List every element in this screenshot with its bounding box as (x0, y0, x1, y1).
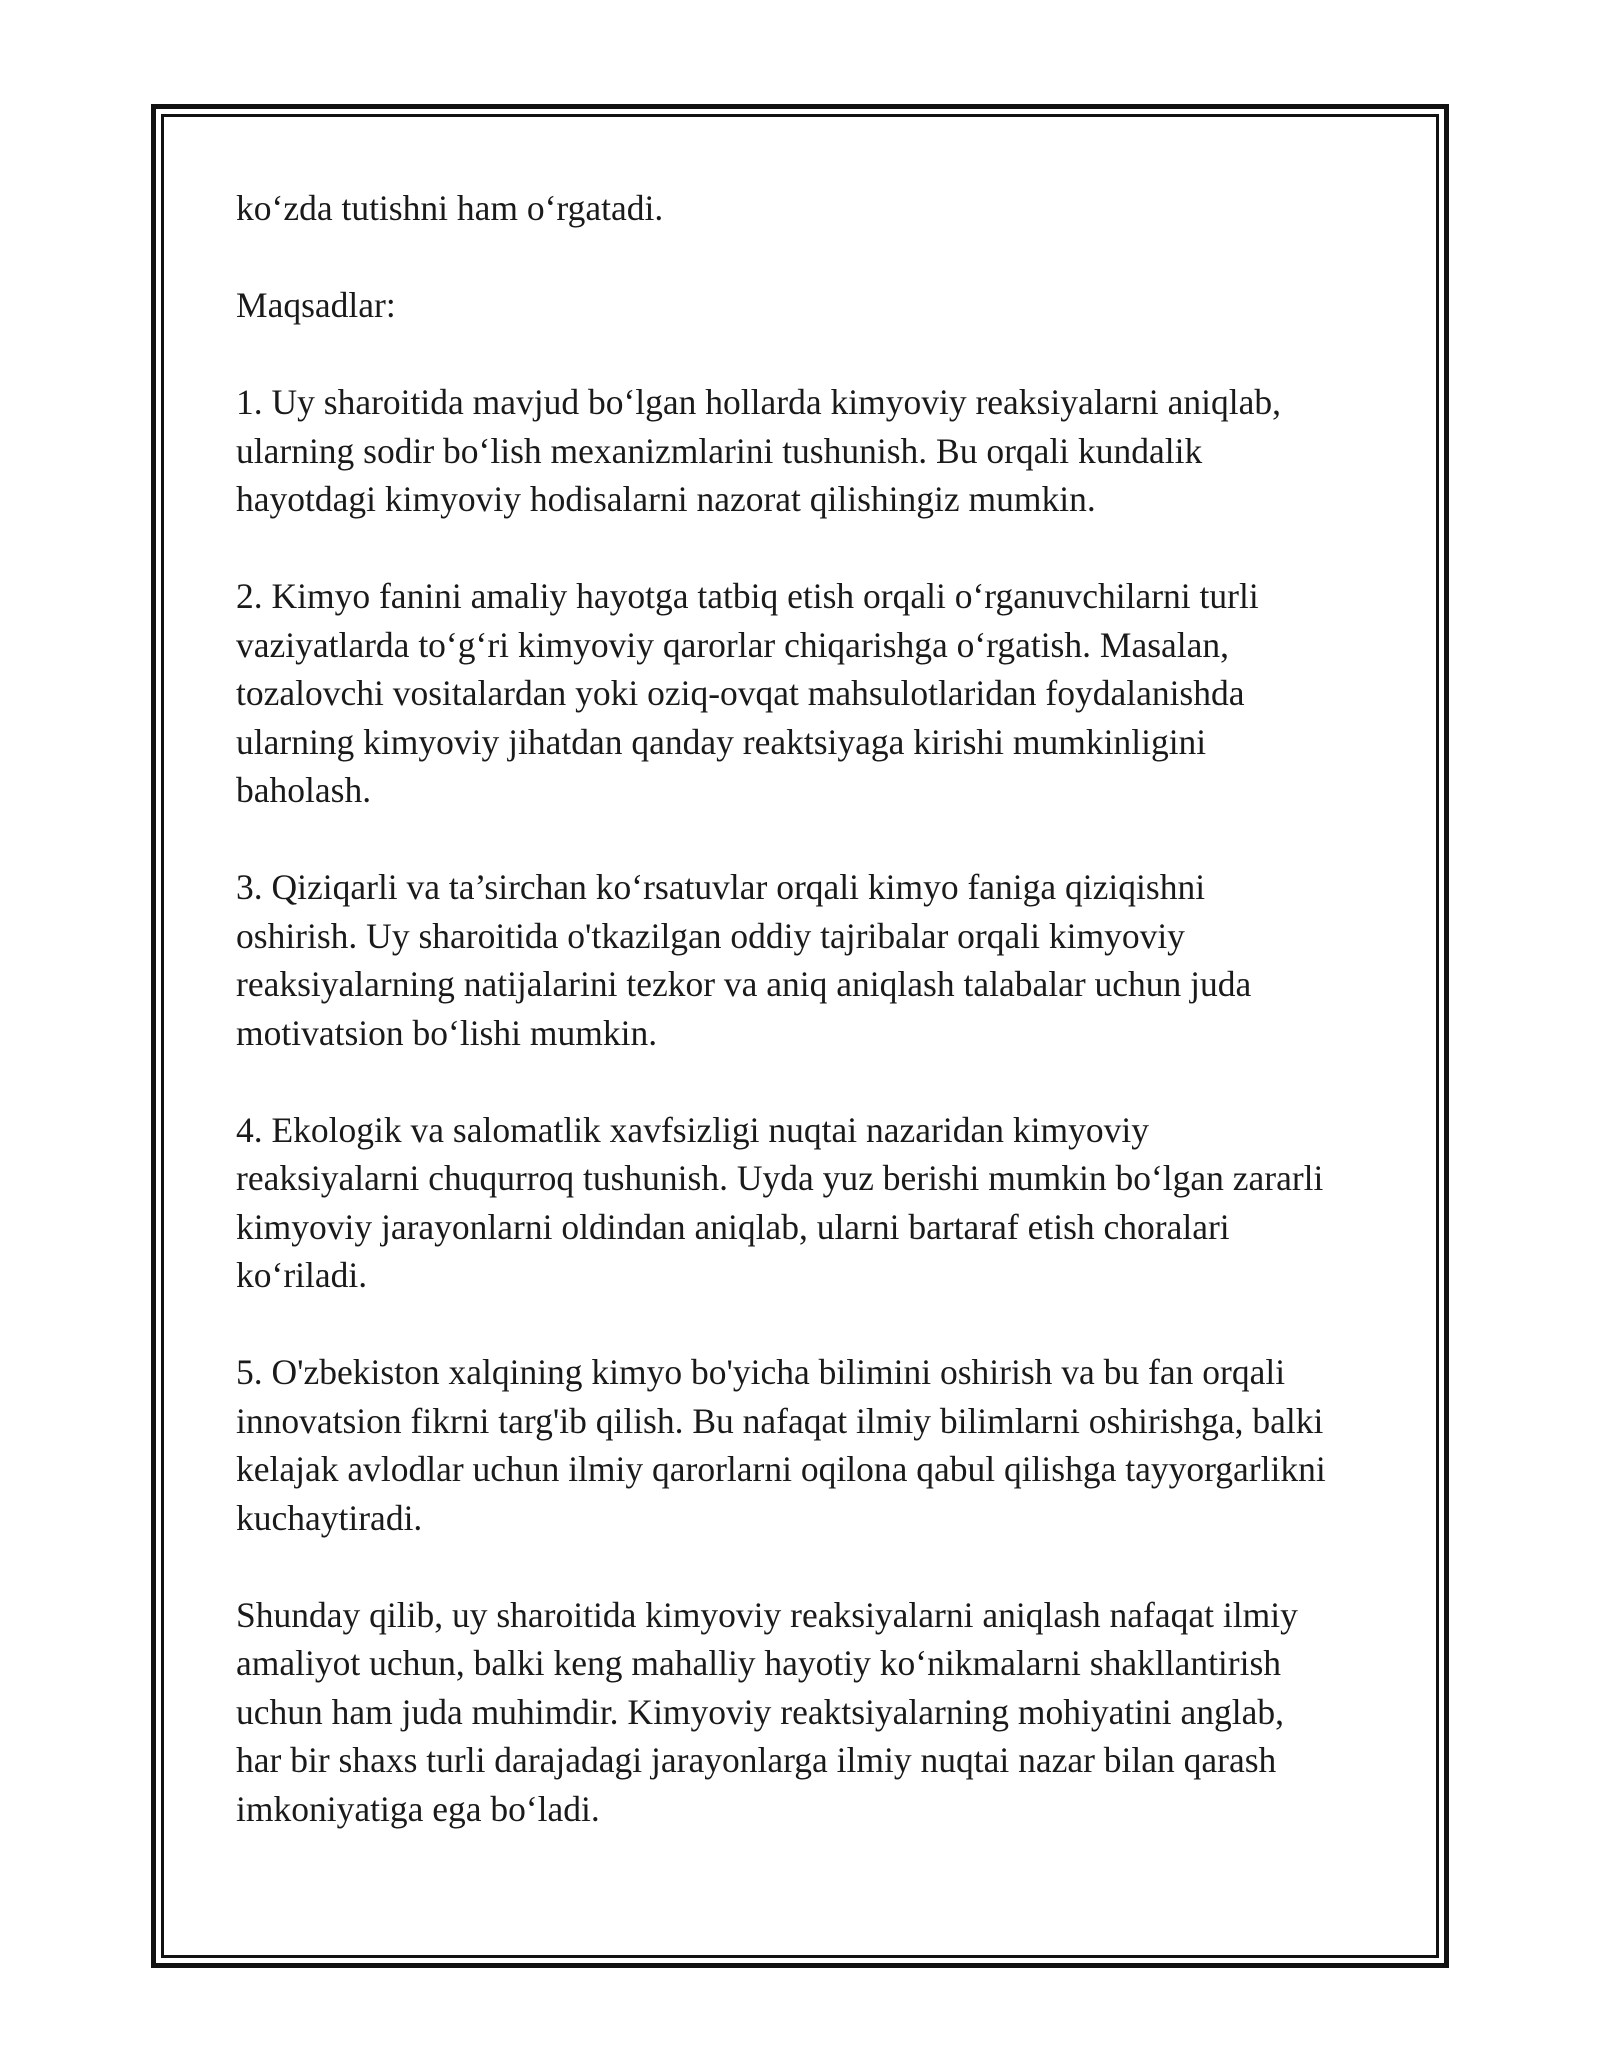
goal-item-5: 5. O'zbekiston xalqining kimyo bo'yicha bilimini oshirish va bu fan orqali innovatsion fikrni targ'ib qilish. Bu nafaqat ilmiy bilimlarni oshirishga, balki kelajak avlodlar uchun ilmiy qarorlarni oqilona qabul qilishga tayyorgarlikni kuchaytiradi. (236, 1352, 1326, 1538)
goals-heading: Maqsadlar: (236, 285, 396, 325)
goal-item-1: 1. Uy sharoitida mavjud bo‘lgan hollarda kimyoviy reaksiyalarni aniqlab, ularning sodir bo‘lish mexanizmlarini tushunish. Bu orqali kundalik hayotdagi kimyoviy hodisalarni nazorat qilishingiz mumkin. (236, 382, 1282, 519)
continuation-line: ko‘zda tutishni ham o‘rgatadi. (236, 188, 664, 228)
goal-item-3: 3. Qiziqarli va ta’sirchan ko‘rsatuvlar orqali kimyo faniga qiziqishni oshirish. Uy sharoitida o'tkazilgan oddiy tajribalar orqali kimyoviy reaksiyalarning natijalarini tezkor va aniq aniqlash talabalar uchun juda motivatsion bo‘lishi mumkin. (236, 867, 1252, 1053)
document-body (236, 184, 1386, 1882)
goal-item-2: 2. Kimyo fanini amaliy hayotga tatbiq etish orqali o‘rganuvchilarni turli vaziyatlarda to‘g‘ri kimyoviy qarorlar chiqarishga o‘rgatish. Masalan, tozalovchi vositalardan yoki oziq-ovqat mahsulotlaridan foydalanishda ularning kimyoviy jihatdan qanday reaktsiyaga kirishi mumkinligini baholash. (236, 576, 1259, 810)
conclusion-paragraph: Shunday qilib, uy sharoitida kimyoviy reaksiyalarni aniqlash nafaqat ilmiy amaliyot uchun, balki keng mahalliy hayotiy ko‘nikmalarni shakllantirish uchun ham juda muhimdir. Kimyoviy reaktsiyalarning mohiyatini anglab, har bir shaxs turli darajadagi jarayonlarga ilmiy nuqtai nazar bilan qarash imkoniyatiga ega bo‘ladi. (236, 1594, 1298, 1829)
goal-item-4: 4. Ekologik va salomatlik xavfsizligi nuqtai nazaridan kimyoviy reaksiyalarni chuqurroq tushunish. Uyda yuz berishi mumkin bo‘lgan zararli kimyoviy jarayonlarni oldindan aniqlab, ularni bartaraf etish choralari ko‘riladi. (236, 1109, 1324, 1295)
